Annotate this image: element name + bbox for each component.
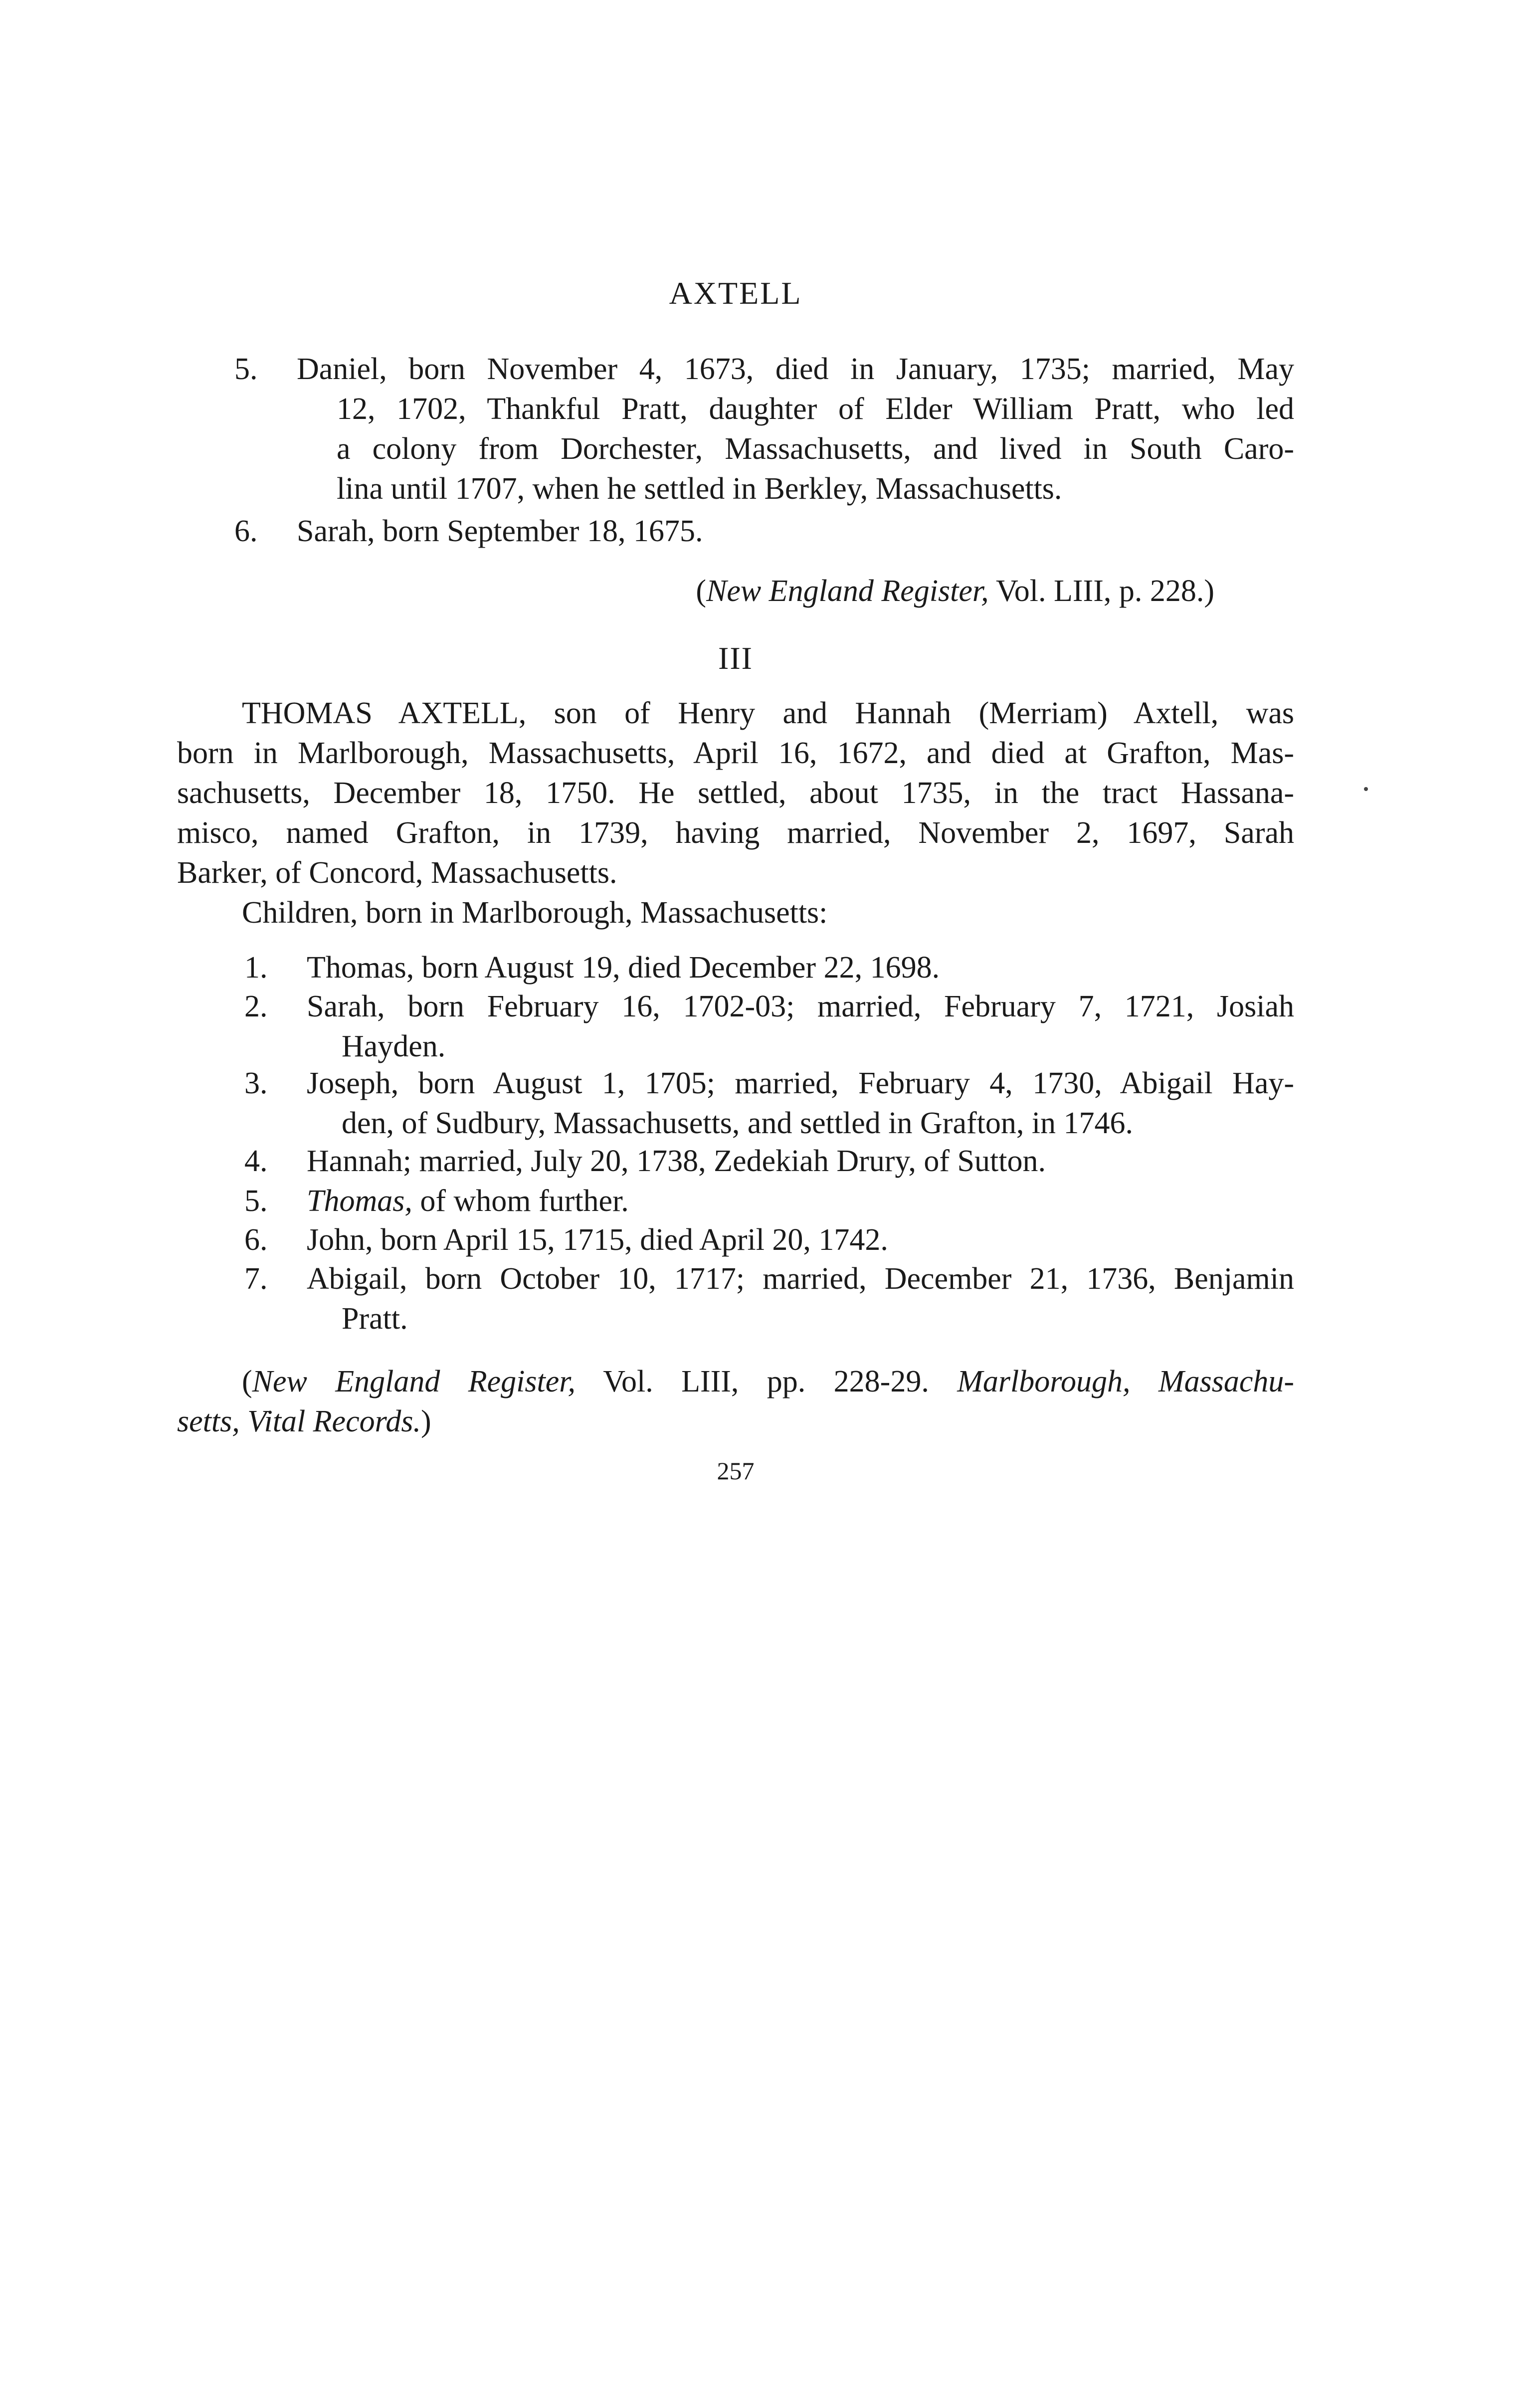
citation-open: (	[242, 1365, 252, 1398]
citation	[177, 571, 1214, 611]
entry-number: 5.	[234, 352, 258, 386]
entry-line: Sarah, born September 18, 1675.	[297, 514, 703, 548]
citation-close: )	[421, 1404, 431, 1438]
entry-6	[234, 511, 1294, 551]
child-number: 4.	[244, 1144, 268, 1178]
child-number: 6.	[244, 1223, 268, 1257]
citation-detail: Vol. LIII, p. 228.)	[988, 574, 1214, 608]
child-number: 7.	[244, 1262, 268, 1296]
citation-source: setts, Vital Records.	[177, 1404, 421, 1438]
child-text	[307, 1063, 1294, 1143]
child-line: John, born April 15, 1715, died April 20, 1742.	[307, 1223, 888, 1257]
child-line: Pratt.	[342, 1302, 408, 1336]
child-line: den, of Sudbury, Massachusetts, and settled in Grafton, in 1746.	[342, 1106, 1134, 1140]
biography-paragraph	[177, 693, 1294, 933]
children-intro: Children, born in Marlborough, Massachusetts:	[242, 896, 828, 930]
child-text	[307, 1141, 1294, 1181]
child-line: Sarah, born February 16, 1702-03; married, February 7, 1721, Josiah	[307, 990, 1294, 1023]
entry-line: lina until 1707, when he settled in Berkley, Massachusetts.	[337, 472, 1062, 506]
child-line: of whom further.	[412, 1184, 629, 1218]
child-number: 5.	[244, 1184, 268, 1218]
paragraph-line: Barker, of Concord, Massachusetts.	[177, 856, 617, 890]
running-head: AXTELL	[669, 275, 802, 311]
child-line: Hayden.	[342, 1029, 446, 1063]
section-number: III	[718, 640, 753, 676]
paragraph-line: sachusetts, December 18, 1750. He settled, about 1735, in the tract Hassana-	[177, 776, 1294, 810]
paragraph-line: THOMAS AXTELL, son of Henry and Hannah (Merriam) Axtell, was	[242, 696, 1294, 730]
child-number: 2.	[244, 990, 268, 1023]
citation-2	[177, 1362, 1294, 1441]
citation-source: Marlborough, Massachu-	[957, 1365, 1294, 1398]
child-number: 3.	[244, 1066, 268, 1100]
child-line: Thomas, born August 19, died December 22, 1698.	[307, 951, 940, 985]
entry-line: 12, 1702, Thankful Pratt, daughter of Elder William Pratt, who led	[337, 392, 1294, 426]
child-text	[307, 987, 1294, 1066]
entry-number: 6.	[234, 514, 258, 548]
citation-source: New England Register,	[252, 1365, 576, 1398]
paragraph-line: misco, named Grafton, in 1739, having married, November 2, 1697, Sarah	[177, 816, 1294, 850]
child-line: Abigail, born October 10, 1717; married, December 21, 1736, Benjamin	[307, 1262, 1294, 1296]
child-line: Hannah; married, July 20, 1738, Zedekiah Drury, of Sutton.	[307, 1144, 1046, 1178]
entry-5	[234, 349, 1294, 509]
entry-text	[297, 349, 1294, 509]
child-text	[307, 948, 1294, 988]
child-text	[307, 1220, 1294, 1260]
citation-detail: Vol. LIII, pp. 228-29.	[575, 1365, 958, 1398]
entry-text	[297, 511, 1294, 551]
entry-line: a colony from Dorchester, Massachusetts, and lived in South Caro-	[337, 432, 1294, 466]
citation-open: (	[696, 574, 707, 608]
citation-source: New England Register,	[706, 574, 989, 608]
scan-speck	[1364, 787, 1368, 791]
entry-line: Daniel, born November 4, 1673, died in January, 1735; married, May	[297, 352, 1294, 386]
page-number: 257	[717, 1457, 755, 1485]
child-text	[307, 1259, 1294, 1339]
child-name-italic: Thomas,	[307, 1184, 412, 1218]
child-number: 1.	[244, 951, 268, 985]
paragraph-line: born in Marlborough, Massachusetts, April 16, 1672, and died at Grafton, Mas-	[177, 736, 1294, 770]
child-text	[307, 1181, 1294, 1221]
child-line: Joseph, born August 1, 1705; married, February 4, 1730, Abigail Hay-	[307, 1066, 1294, 1100]
